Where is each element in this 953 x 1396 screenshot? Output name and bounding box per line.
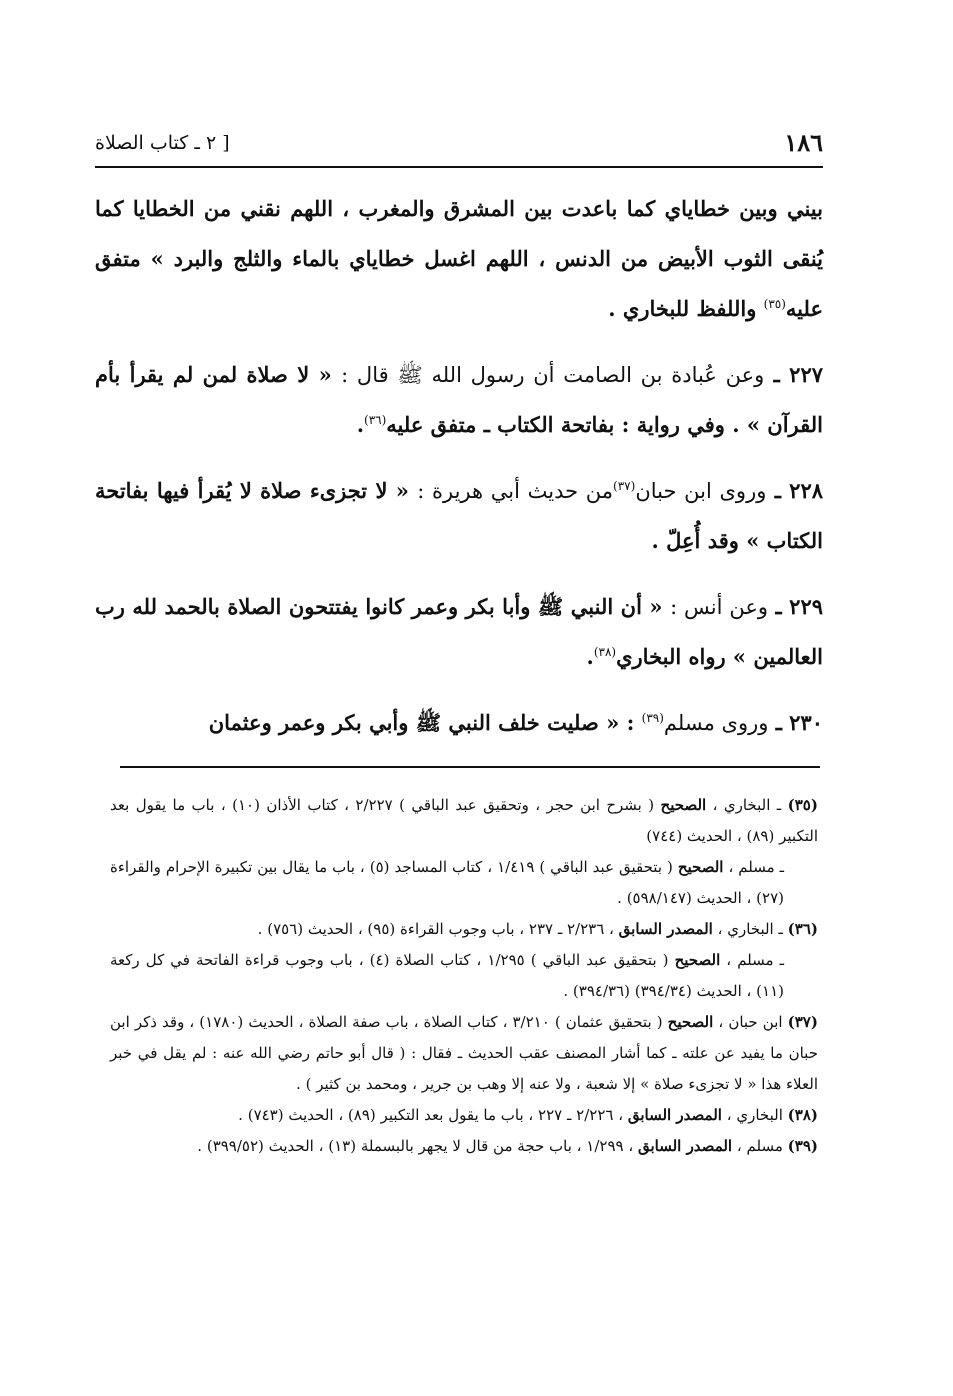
footnote-39 xyxy=(110,1131,818,1162)
hadith-230 xyxy=(95,698,823,748)
narrator-text: وروى مسلم xyxy=(663,711,769,735)
footnote-mark: (٣٩) xyxy=(787,1137,818,1155)
hadith-text: « أن النبي ﷺ وأبا بكر وعمر كانوا يفتتحون الصلاة بالحمد لله رب العالمين » رواه البخاري xyxy=(95,594,823,669)
footnote-source: الصحيح xyxy=(677,858,724,876)
hadith-227 xyxy=(95,350,823,450)
hadith-number: ٢٢٧ ـ xyxy=(773,362,824,387)
footnote-source: الصحيح xyxy=(674,951,721,969)
footnote-source: المصدر السابق xyxy=(627,1106,722,1124)
footnote-35-continued xyxy=(110,852,818,914)
footnote-source: المصدر السابق xyxy=(637,1137,733,1155)
footnote-text: ، ١/٢٩٩ ، باب حجة من قال لا يجهر بالبسملة (١٣) ، الحديث (٣٩٩/٥٢) . xyxy=(197,1137,634,1155)
footnote-37 xyxy=(110,1007,818,1100)
footnote-source: المصدر السابق xyxy=(618,920,713,938)
hadith-text: « لا تجزىء صلاة لا يُقرأ فيها بفاتحة الكتاب » وقد أُعِلّ . xyxy=(95,478,823,553)
footnote-ref: (٣٨) xyxy=(593,645,617,659)
footnote-mark: (٣٨) xyxy=(787,1106,818,1124)
footnote-separator xyxy=(120,766,820,768)
footnote-ref: (٣٥) xyxy=(763,297,786,311)
hadith-text: : « صليت خلف النبي ﷺ وأبي بكر وعمر وعثمان xyxy=(208,710,635,735)
footnote-lead: ـ البخاري ، xyxy=(712,796,782,814)
footnote-ref: (٣٧) xyxy=(613,479,636,493)
footnote-36-continued xyxy=(110,945,818,1007)
header-rule xyxy=(95,166,823,168)
footnote-lead: ـ مسلم ، xyxy=(728,858,784,876)
footnote-lead: ابن حبان ، xyxy=(718,1013,783,1031)
footnote-lead: ـ مسلم ، xyxy=(726,951,785,969)
footnote-text: ( بتحقيق عبد الباقي ) ١/٢٩٥ ، كتاب الصلاة (٤) ، باب وجوب قراءة الفاتحة في كل ركعة (١١) ، الحديث (٣٩٤/٣٤) (٣٩٤/٣٦) . xyxy=(110,951,784,1000)
narrator-text: وعن أنس : xyxy=(670,595,768,619)
footnote-35 xyxy=(110,790,818,852)
hadith-number: ٢٣٠ ـ xyxy=(775,710,823,735)
footnote-mark: (٣٥) xyxy=(787,796,818,814)
footnote-ref: (٣٩) xyxy=(641,711,664,725)
main-text xyxy=(95,184,823,748)
hadith-text: « لا صلاة لمن لم يقرأ بأم القرآن » . وفي رواية : بفاتحة الكتاب ـ متفق عليه xyxy=(95,362,823,437)
footnote-text: ( بتحقيق عبد الباقي ) ١/٤١٩ ، كتاب المساجد (٥) ، باب ما يقال بين تكبيرة الإحرام والقراءة (٢٧) ، الحديث (٥٩٨/١٤٧) . xyxy=(110,858,784,907)
footnote-ref: (٣٦) xyxy=(364,413,387,427)
hadith-text-end: . xyxy=(586,644,594,669)
hadith-228 xyxy=(95,466,823,566)
hadith-229 xyxy=(95,582,823,682)
page-header xyxy=(95,128,823,162)
footnote-text: ( بشرح ابن حجر ، وتحقيق عبد الباقي ) ٢/٢٢٧ ، كتاب الأذان (١٠) ، باب ما يقول بعد التكبير (٨٩) ، الحديث (٧٤٤) xyxy=(110,796,818,845)
footnote-lead: ـ البخاري ، xyxy=(717,920,783,938)
footnote-36 xyxy=(110,914,818,945)
narrator-text: وروى ابن حبان xyxy=(635,479,767,503)
hadith-number: ٢٢٨ ـ xyxy=(774,478,824,503)
running-title: [ ٢ ـ كتاب الصلاة xyxy=(95,132,230,154)
paragraph-text: بيني وبين خطاياي كما باعدت بين المشرق والمغرب ، اللهم نقني من الخطايا كما يُنقى الثوب الأبيض من الدنس ، اللهم اغسل خطاياي بالماء والثلج والبرد » متفق عليه xyxy=(95,196,823,321)
footnote-mark: (٣٧) xyxy=(787,1013,818,1031)
paragraph-continuation xyxy=(95,184,823,334)
footnotes xyxy=(110,790,818,1162)
footnote-38 xyxy=(110,1100,818,1131)
narrator-text: وعن عُبادة بن الصامت أن رسول الله ﷺ قال : xyxy=(341,363,765,387)
footnote-lead: البخاري ، xyxy=(726,1106,783,1124)
footnote-text: ( بتحقيق عثمان ) ٣/٢١٠ ، كتاب الصلاة ، باب صفة الصلاة ، الحديث (١٧٨٠) ، وقد ذكر ابن حبان ما يفيد عن علته ـ كما أشار المصنف عقب الحديث ـ فقال : ( قال أبو حاتم رضي الله عنه : لم يقل في خبر العلاء هذا « لا تجزىء صلاة » إلا شعبة ، ولا عنه إلا وهب بن جرير ، ومحمد بن كثير ) . xyxy=(110,1013,818,1093)
footnote-lead: مسلم ، xyxy=(736,1137,783,1155)
hadith-number: ٢٢٩ ـ xyxy=(775,594,824,619)
paragraph-text: واللفظ للبخاري . xyxy=(608,296,757,321)
footnote-source: الصحيح xyxy=(667,1013,714,1031)
footnote-text: ، ٢/٢٢٦ ـ ٢٢٧ ، باب ما يقول بعد التكبير (٨٩) ، الحديث (٧٤٣) . xyxy=(238,1106,624,1124)
page-number: ١٨٦ xyxy=(784,128,823,157)
hadith-text-end: . xyxy=(356,412,365,437)
narrator-text-2: من حديث أبي هريرة : xyxy=(417,479,614,503)
footnote-text: ، ٢/٢٣٦ ـ ٢٣٧ ، باب وجوب القراءة (٩٥) ، الحديث (٧٥٦) . xyxy=(257,920,614,938)
footnote-mark: (٣٦) xyxy=(787,920,818,938)
footnote-source: الصحيح xyxy=(660,796,707,814)
